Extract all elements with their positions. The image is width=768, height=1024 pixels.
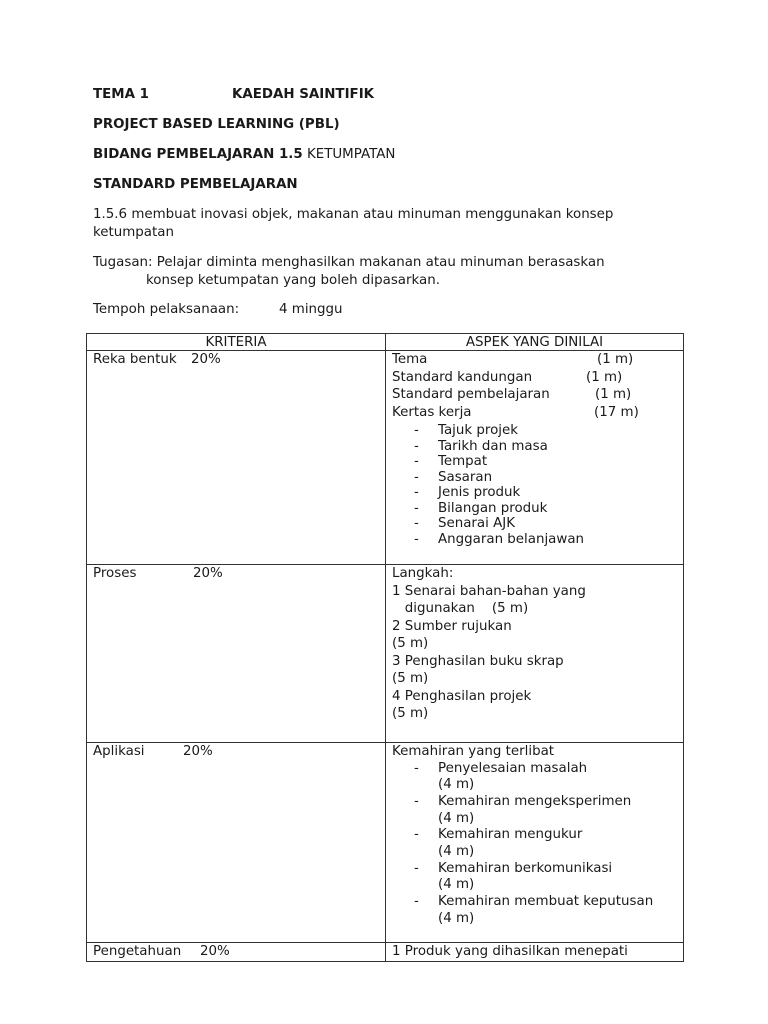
criteria-pengetahuan — [93, 943, 379, 961]
pengetahuan-text: 1 Produk yang dihasilkan menepati — [392, 944, 628, 959]
proses-line: 1 Senarai bahan-bahan yang — [392, 583, 586, 599]
aspect-tema — [392, 351, 677, 369]
criteria-percent: 20% — [191, 352, 221, 367]
proses-line: digunakan (5 m) — [392, 601, 529, 616]
standard-text-line-1: 1.5.6 membuat inovasi objek, makanan atau minuman menggunakan konsep — [93, 207, 614, 222]
header-kriteria: KRITERIA — [87, 334, 386, 351]
skill-name: Kemahiran mengeksperimen — [438, 793, 632, 809]
standard-text-line-2: ketumpatan — [93, 225, 174, 240]
proses-line: 3 Penghasilan buku skrap — [392, 653, 564, 669]
criteria-percent: 20% — [193, 566, 223, 581]
skill-mark: (4 m) — [438, 777, 475, 793]
tema-value: KAEDAH SAINTIFIK — [232, 87, 375, 102]
aspect-mark: (1 m) — [595, 387, 632, 402]
skill-mark: (4 m) — [438, 844, 475, 860]
aspect-kertas-kerja — [392, 404, 677, 422]
tempoh-value: 4 minggu — [279, 302, 343, 317]
tugasan-text — [93, 254, 673, 290]
header-aspek: ASPEK YANG DINILAI — [386, 334, 684, 351]
rubric-table — [86, 333, 684, 962]
criteria-cell — [87, 351, 386, 565]
kertas-kerja-list — [392, 423, 677, 547]
tugasan-line-2: konsep ketumpatan yang boleh dipasarkan. — [146, 273, 440, 288]
list-item: - Kemahiran berkomunikasi (4 m) — [392, 861, 677, 894]
criteria-name: Pengetahuan — [93, 944, 182, 959]
aspect-label: Tema — [392, 352, 428, 367]
aspect-cell — [386, 743, 684, 943]
criteria-percent: 20% — [200, 944, 230, 959]
aspect-cell — [386, 943, 684, 962]
table-row — [87, 943, 684, 962]
bidang-line — [93, 146, 395, 164]
proses-line: 2 Sumber rujukan — [392, 618, 512, 634]
proses-line: (5 m) — [392, 636, 429, 651]
list-item: - Senarai AJK — [392, 516, 677, 532]
criteria-cell — [87, 743, 386, 943]
proses-line: (5 m) — [392, 671, 429, 686]
bidang-label: BIDANG PEMBELAJARAN 1.5 — [93, 147, 303, 162]
tugasan-line-1: Tugasan: Pelajar diminta menghasilkan makanan atau minuman berasaskan — [93, 255, 605, 270]
tema-line — [93, 86, 375, 104]
project-title: PROJECT BASED LEARNING (PBL) — [93, 117, 340, 132]
skill-mark: (4 m) — [438, 810, 475, 826]
criteria-cell — [87, 565, 386, 743]
table-row — [87, 743, 684, 943]
list-item: - Tarikh dan masa — [392, 439, 677, 455]
list-item: - Bilangan produk — [392, 501, 677, 517]
standard-text — [93, 206, 673, 242]
bidang-value: KETUMPATAN — [306, 147, 396, 162]
table-row — [87, 351, 684, 565]
tempoh-label: Tempoh pelaksanaan: — [93, 302, 240, 317]
criteria-reka-bentuk — [93, 351, 379, 369]
aspect-standard-pembelajaran — [392, 386, 677, 404]
skill-name: Kemahiran berkomunikasi — [438, 860, 613, 876]
tema-label: TEMA 1 — [93, 87, 149, 102]
tempoh-line — [93, 301, 343, 319]
criteria-cell — [87, 943, 386, 962]
proses-line: (5 m) — [392, 706, 429, 721]
aspect-mark: (17 m) — [594, 404, 639, 420]
standard-heading: STANDARD PEMBELAJARAN — [93, 177, 298, 192]
skill-name: Penyelesaian masalah — [438, 760, 588, 776]
proses-line: 4 Penghasilan projek — [392, 688, 532, 704]
list-item: - Kemahiran mengeksperimen (4 m) — [392, 794, 677, 827]
skill-name: Kemahiran membuat keputusan — [438, 894, 654, 910]
list-item: - Tempat — [392, 454, 677, 470]
list-item: - Kemahiran mengukur (4 m) — [392, 827, 677, 860]
list-item: - Jenis produk — [392, 485, 677, 501]
criteria-percent: 20% — [183, 744, 213, 759]
aspect-label: Kertas kerja — [392, 404, 472, 420]
aspect-cell — [386, 565, 684, 743]
skill-name: Kemahiran mengukur — [438, 827, 583, 843]
criteria-name: Reka bentuk — [93, 352, 177, 367]
list-item: - Sasaran — [392, 470, 677, 486]
list-item: - Tajuk projek — [392, 423, 677, 439]
aspect-label: Standard pembelajaran — [392, 387, 550, 402]
criteria-name: Aplikasi — [93, 744, 145, 759]
list-item: - Anggaran belanjawan — [392, 532, 677, 548]
table-row — [87, 565, 684, 743]
aspect-mark: (1 m) — [586, 369, 623, 385]
skill-mark: (4 m) — [438, 910, 475, 926]
aspect-mark: (1 m) — [597, 352, 634, 367]
aspect-cell — [386, 351, 684, 565]
table-header-row — [87, 334, 684, 351]
skill-mark: (4 m) — [438, 877, 475, 893]
criteria-name: Proses — [93, 566, 137, 581]
criteria-proses — [93, 565, 379, 583]
criteria-aplikasi — [93, 743, 379, 761]
aspect-standard-kandungan — [392, 369, 677, 387]
skills-list — [392, 761, 677, 928]
list-item: - Kemahiran membuat keputusan (4 m) — [392, 894, 677, 927]
aspect-label: Standard kandungan — [392, 369, 533, 385]
aplikasi-intro: Kemahiran yang terlibat — [392, 744, 555, 759]
list-item: - Penyelesaian masalah (4 m) — [392, 761, 677, 794]
proses-line: Langkah: — [392, 566, 454, 581]
